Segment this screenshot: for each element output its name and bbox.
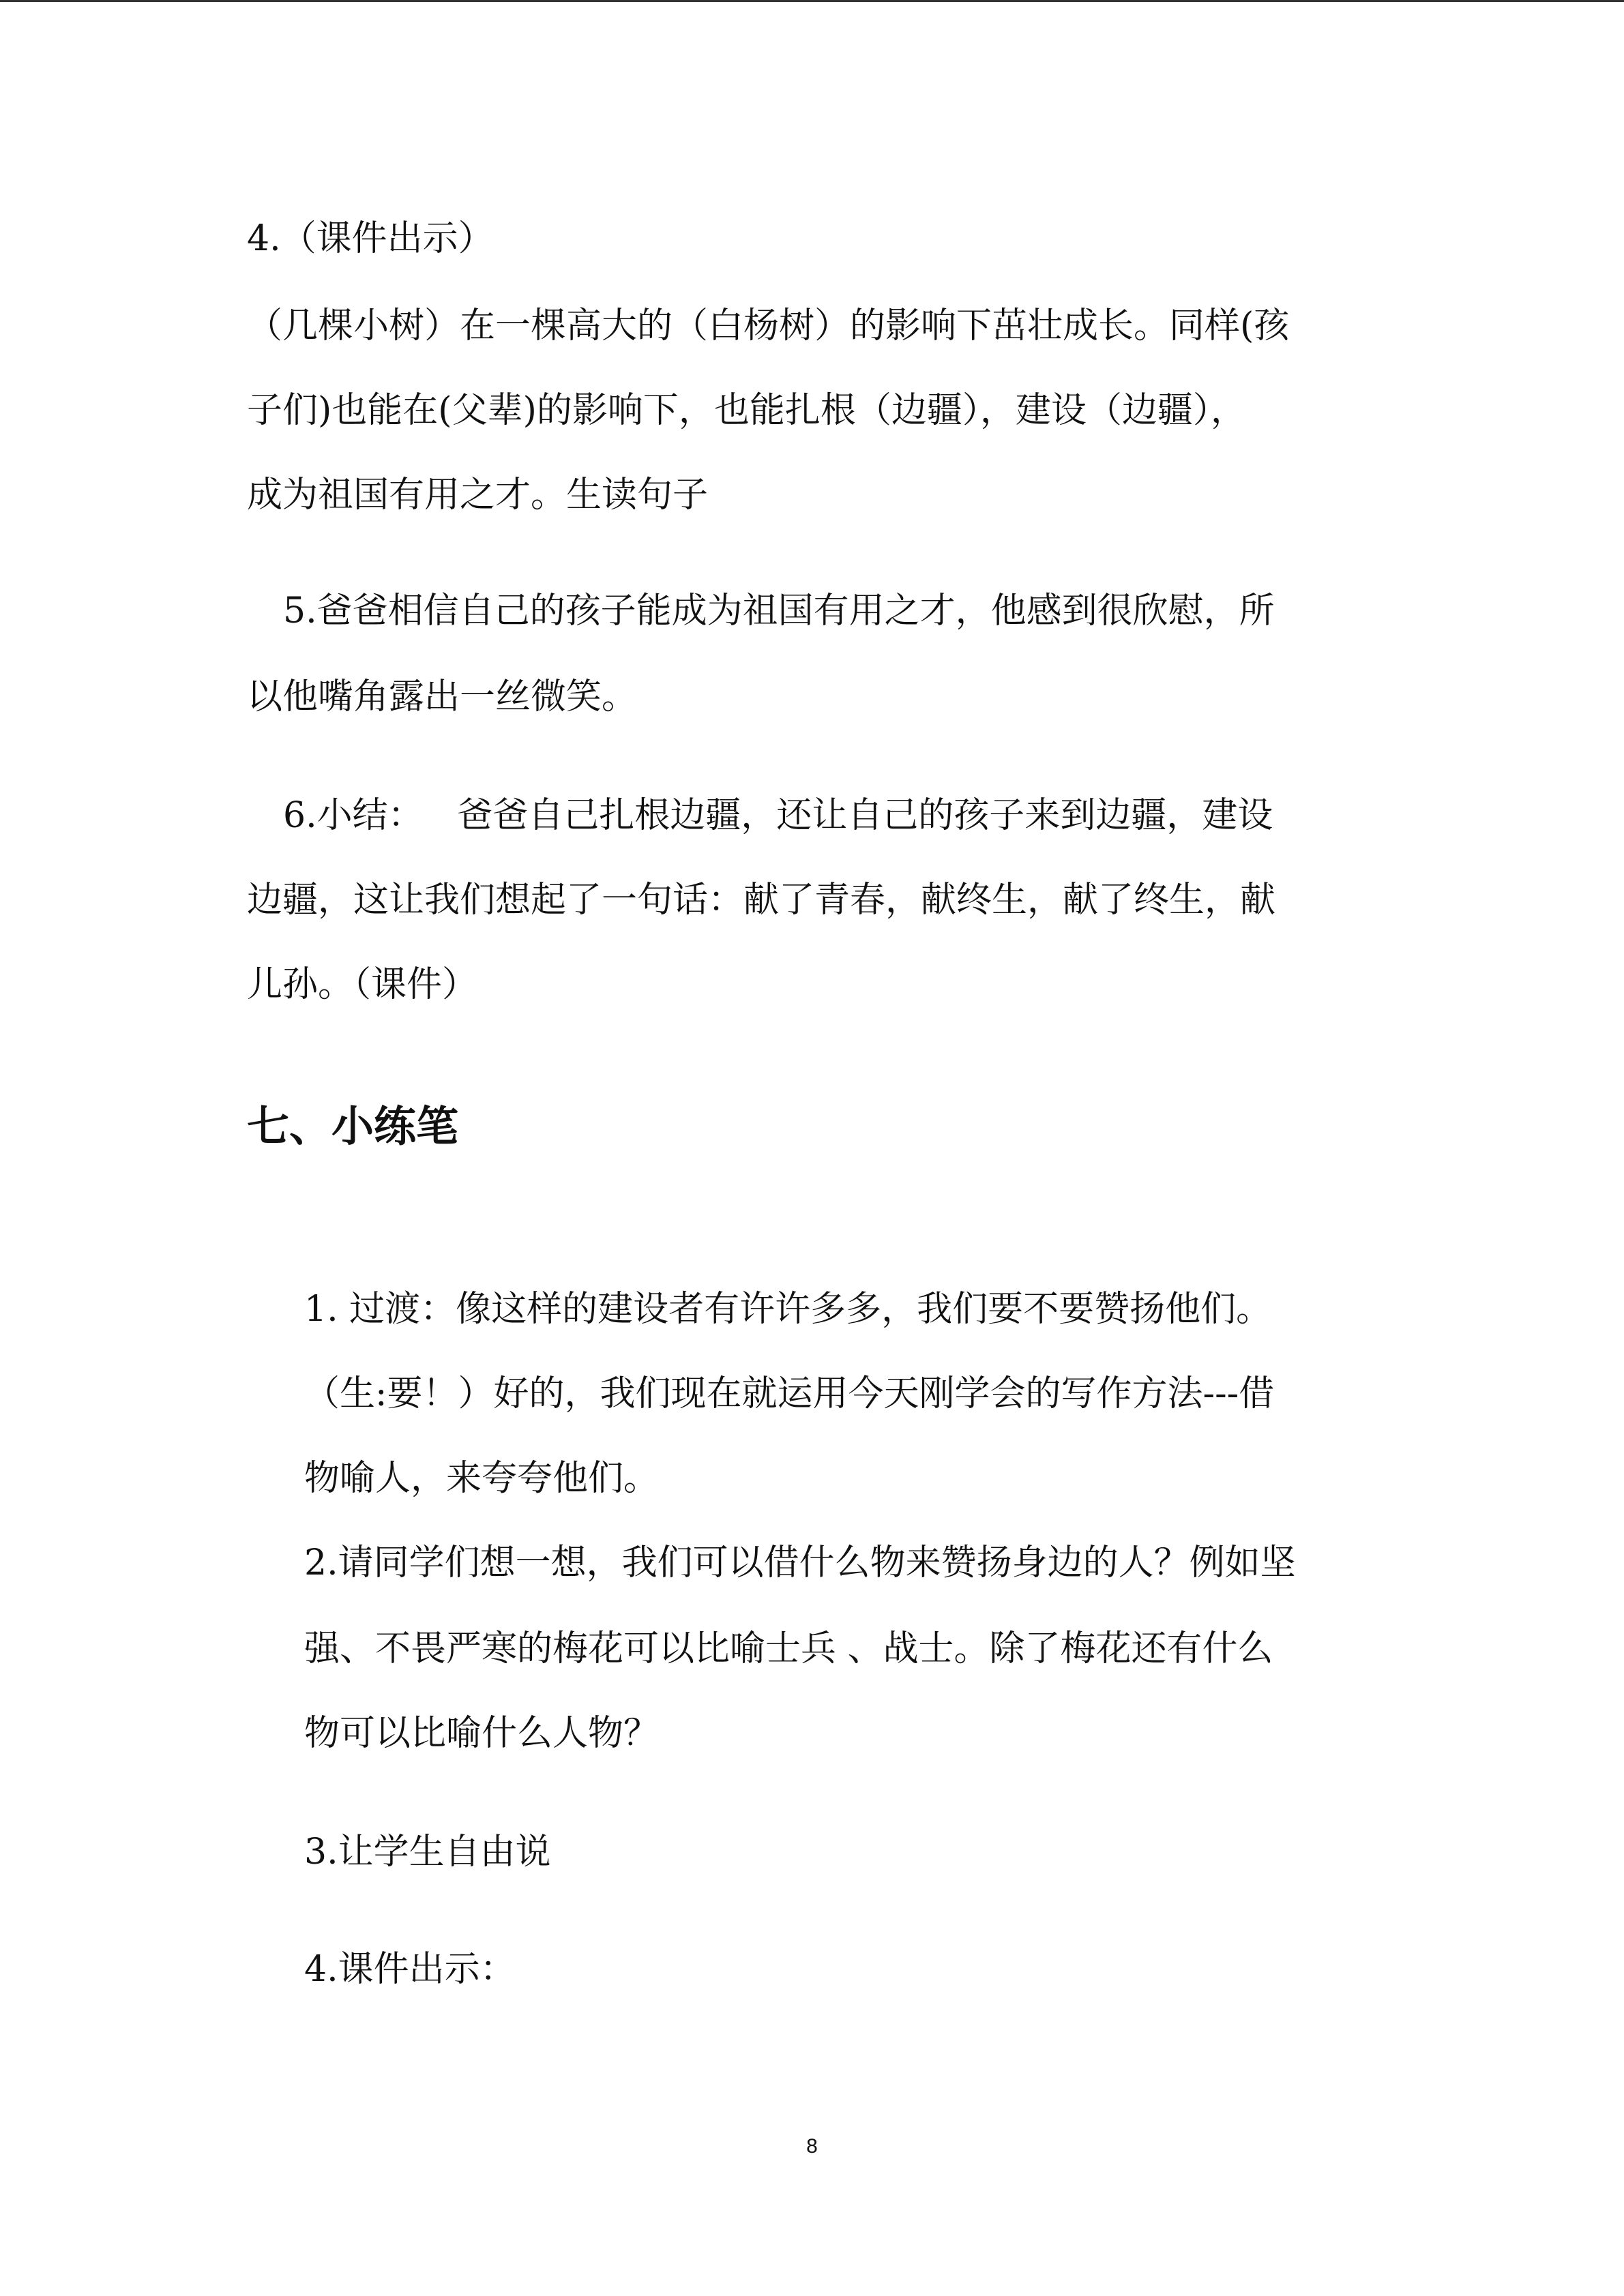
practice-p4: 4.课件出示：	[304, 1949, 516, 1990]
item-4-line-3: 成为祖国有用之才。生读句子	[247, 475, 709, 516]
practice-p1-line-3: 物喻人，来夸夸他们。	[304, 1458, 660, 1499]
practice-p1-line-2: （生:要！）好的，我们现在就运用今天刚学会的写作方法---借	[304, 1373, 1275, 1414]
item-4-line-1: （几棵小树）在一棵高大的（白杨树）的影响下茁壮成长。同样(孩	[247, 305, 1290, 346]
item-6-line-2: 边疆，这让我们想起了一句话：献了青春，献终生，献了终生，献	[247, 880, 1276, 921]
item-5-line-1: 5.爸爸相信自己的孩子能成为祖国有用之才，他感到很欣慰，所	[283, 591, 1275, 631]
item-4-line-2: 子们)也能在(父辈)的影响下，也能扎根（边疆），建设（边疆），	[247, 390, 1246, 431]
page-number: 8	[806, 2135, 818, 2158]
page-top-border	[0, 0, 1624, 2]
practice-p2-line-3: 物可以比喻什么人物？	[304, 1713, 660, 1754]
item-6-line-3: 儿孙。（课件）	[247, 964, 478, 1005]
section-heading: 七、小练笔	[247, 1101, 459, 1151]
item-5-line-2: 以他嘴角露出一丝微笑。	[247, 676, 638, 717]
practice-p3: 3.让学生自由说	[304, 1832, 551, 1873]
practice-p1-line-1: 1. 过渡：像这样的建设者有许许多多，我们要不要赞扬他们。	[304, 1289, 1272, 1330]
practice-p2-line-1: 2.请同学们想一想，我们可以借什么物来赞扬身边的人？例如坚	[304, 1542, 1296, 1583]
practice-p2-line-2: 强、不畏严寒的梅花可以比喻士兵 、战士。除了梅花还有什么	[304, 1628, 1273, 1669]
item-4-title: 4.（课件出示）	[247, 218, 494, 259]
item-6-line-1: 6.小结： 爸爸自己扎根边疆，还让自己的孩子来到边疆，建设	[283, 795, 1273, 836]
